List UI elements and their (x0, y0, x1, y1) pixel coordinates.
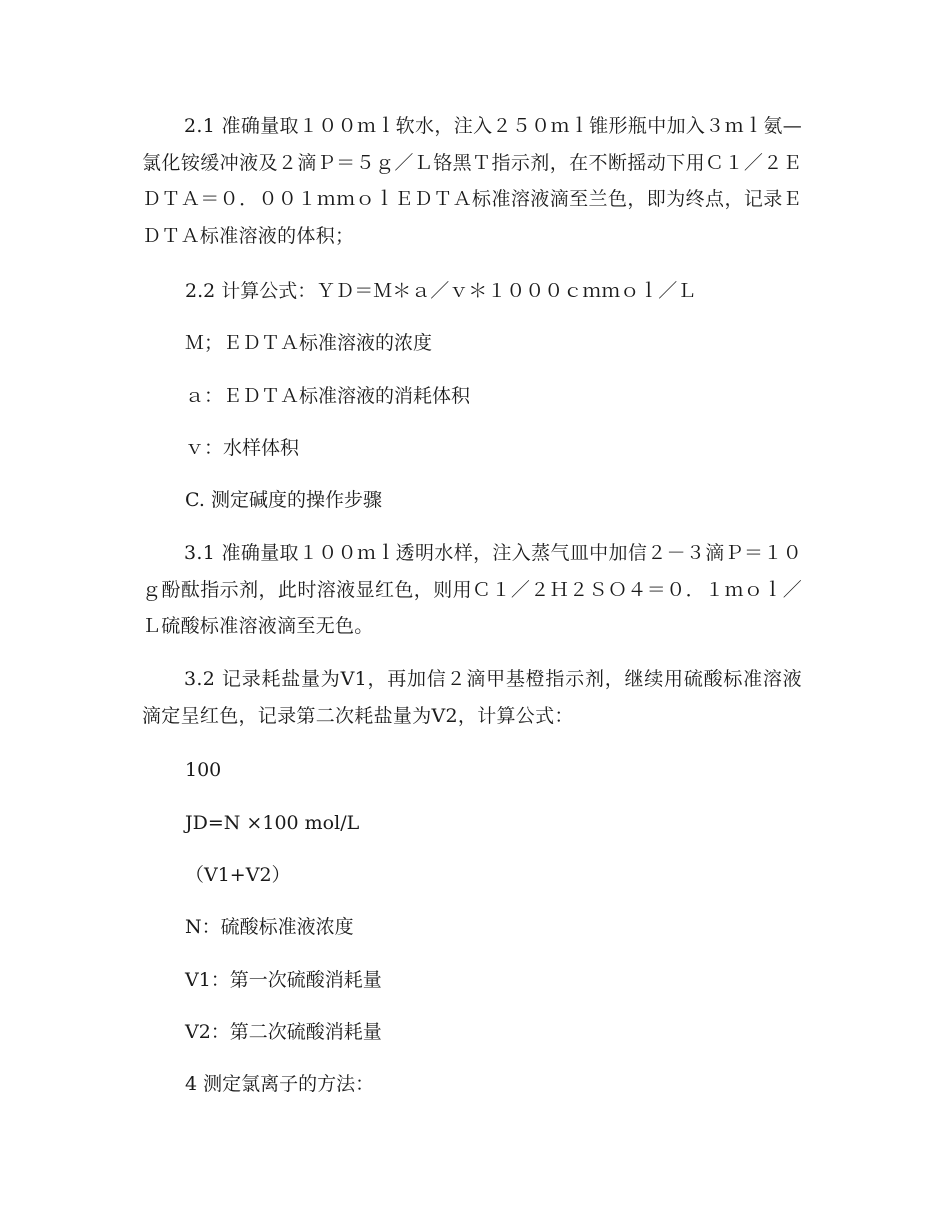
definition-a: ａ：ＥＤＴＡ标准溶液的消耗体积 (185, 385, 471, 407)
definition-v: ｖ：水样体积 (185, 437, 300, 459)
definition-v1: V1：第一次硫酸消耗量 (185, 969, 382, 991)
definition-n: N：硫酸标准液浓度 (185, 916, 354, 938)
paragraph-2-1-hardness-procedure: 2.1 准确量取１００ｍｌ软水，注入２５０ｍｌ锥形瓶中加入３ｍｌ氨—氯化铵缓冲液及２滴Ｐ＝５ｇ／Ｌ铬黑Ｔ指示剂，在不断摇动下用Ｃ１／２ＥＤＴＡ＝０．００１ｍｍｏｌＥＤＴＡ标准溶液滴至兰色，即为终点，记录ＥＤＴＡ标准溶液的体积； (142, 115, 802, 247)
formula-numerator: 100 (185, 759, 222, 781)
section-heading-chloride: 4 测定氯离子的方法： (185, 1073, 375, 1095)
formula-main: JD=N ×100 mol/L (185, 812, 360, 834)
definition-m: Ｍ；ＥＤＴＡ标准溶液的浓度 (185, 332, 433, 354)
definition-v2: V2：第二次硫酸消耗量 (185, 1021, 382, 1043)
section-heading-alkalinity: C. 测定碱度的操作步骤 (185, 489, 382, 511)
paragraph-3-1-alkalinity-procedure: 3.1 准确量取１００ｍｌ透明水样，注入蒸气皿中加信２－３滴Ｐ＝１０ｇ酚酞指示剂，此时溶液显红色，则用Ｃ１／２Ｈ２ＳＯ４＝０．１ｍｏｌ／Ｌ硫酸标准溶液滴至无色。 (142, 542, 802, 637)
paragraph-2-2-formula: 2.2 计算公式：ＹＤ＝Ｍ＊ａ／ｖ＊１０００ｃｍｍｏｌ／Ｌ (185, 280, 697, 302)
paragraph-3-2-record-consumption: 3.2 记录耗盐量为V1，再加信２滴甲基橙指示剂，继续用硫酸标准溶液滴定呈红色，记录第二次耗盐量为V2，计算公式： (142, 668, 802, 727)
formula-denominator: （V1+V2） (185, 864, 291, 886)
